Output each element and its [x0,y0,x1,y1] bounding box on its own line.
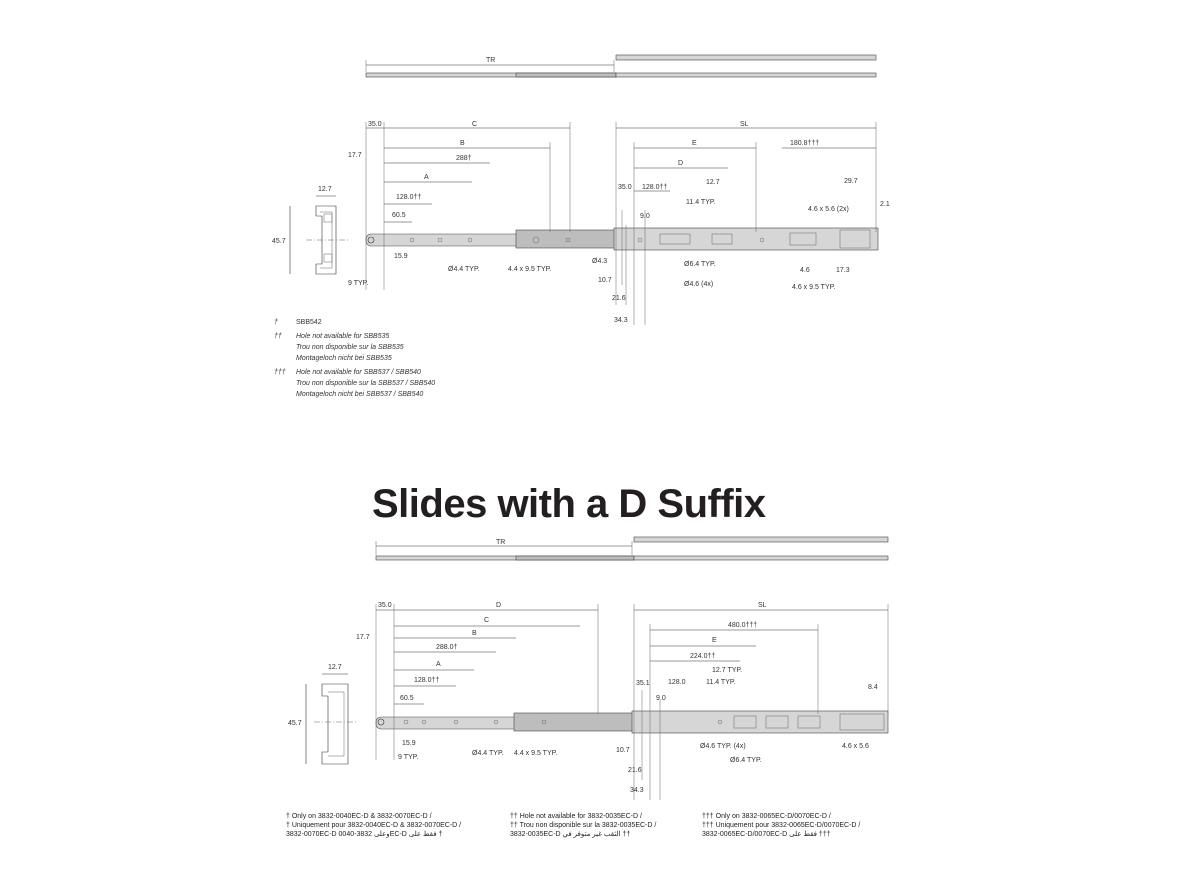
top-dim-c: C [472,121,478,128]
bottom-dim-45-7: 45.7 [288,720,302,727]
footnote-line: †† Hole not available for 3832-0035EC-D / [510,813,642,820]
note-line: Hole not available for SBB535 [296,333,390,340]
bottom-dim-12-7: 12.7 [328,664,342,671]
bottom-dim-11-4: 11.4 TYP. [706,679,736,686]
bottom-dim-224: 224.0†† [690,653,716,660]
note-line: Montageloch nicht bei SBB535 [296,355,392,362]
footnote-line: † Uniquement pour 3832-0040EC-D & 3832-0070EC-D / [286,822,462,829]
top-dim-17-3: 17.3 [836,267,850,274]
bottom-dim-d4-4: Ø4.4 TYP. [472,750,504,757]
footnote-line: 3832-0070EC-D وعلى 3832-0040EC-D فقط على † [286,831,443,838]
note-line: Hole not available for SBB537 / SBB540 [296,369,421,376]
top-dim-128: 128.0†† [642,184,668,191]
bottom-dim-tr: TR [496,539,506,546]
top-dim-d4-4: Ø4.4 TYP. [448,266,480,273]
bottom-dim-4-4x9-5: 4.4 x 9.5 TYP. [514,750,558,757]
top-dim-d4-3: Ø4.3 [592,258,608,265]
note-1 [274,317,435,328]
footnote-line: †† Trou non disponible sur la 3832-0035EC-D / [510,822,657,829]
bottom-dim-21-6: 21.6 [628,767,642,774]
bottom-dim-288: 288.0† [436,644,458,651]
top-dim-288: 288† [456,155,472,162]
top-dim-128b: 128.0†† [396,194,422,201]
bottom-dim-10-7: 10.7 [616,747,630,754]
bottom-dim-17-7: 17.7 [356,634,370,641]
bottom-dim-4-6x5-6: 4.6 x 5.6 [842,743,869,750]
top-dim-9typ: 9 TYP. [348,280,369,287]
top-dim-e: E [692,140,697,147]
bottom-profile-section [306,674,356,764]
top-dim-4-6x5-6: 4.6 x 5.6 (2x) [808,206,849,213]
bottom-dim-d: D [496,602,502,609]
top-dim-10-7: 10.7 [598,277,612,284]
top-notes [274,317,435,400]
top-dim-12-7b: 12.7 [706,179,720,186]
bottom-slide-side-view [376,711,888,733]
top-tr-rails [366,55,876,77]
top-dim-21-6: 21.6 [612,295,626,302]
note-symbol: † [274,319,278,326]
section-title: Slides with a D Suffix [372,482,766,526]
top-dim-29-7: 29.7 [844,178,858,185]
footnote-line: ††† Uniquement pour 3832-0065EC-D/0070EC-D / [702,822,861,829]
note-line: Montageloch nicht bei SBB537 / SBB540 [296,391,424,398]
bottom-dim-b: B [472,630,477,637]
footnote-3 [702,812,860,839]
top-dim-d: D [678,160,684,167]
footnote-1 [286,812,461,839]
bottom-dim-d4-6typ: Ø4.6 TYP. (4x) [700,743,746,750]
bottom-dim-60-5: 60.5 [400,695,414,702]
top-profile-section [290,196,348,274]
note-2 [274,331,435,364]
bottom-dim-c: C [484,617,490,624]
bottom-tr-rails [376,537,888,560]
top-dim-35: 35.0 [368,121,382,128]
top-dim-11-4: 11.4 TYP. [686,199,716,206]
bottom-dim-e: E [712,637,717,644]
top-dim-2-1: 2.1 [880,201,890,208]
top-dim-34-3: 34.3 [614,317,628,324]
bottom-dim-35: 35.0 [378,602,392,609]
note-symbol: †† [274,333,282,340]
top-dim-180-8: 180.8††† [790,140,820,147]
bottom-dim-480: 480.0††† [728,622,758,629]
bottom-dim-35-1: 35.1 [636,680,650,687]
top-dim-b: B [460,140,465,147]
top-dim-4-4x9-5: 4.4 x 9.5 TYP. [508,266,552,273]
bottom-dim-9-0: 9.0 [656,695,666,702]
note-3 [274,367,435,400]
footnote-line: ††† Only on 3832-0065EC-D/0070EC-D / [702,813,831,820]
bottom-dim-12-7typ: 12.7 TYP. [712,667,743,674]
bottom-dim-34-3: 34.3 [630,787,644,794]
top-dim-tr: TR [486,57,496,64]
footnote-line: 3832-0065EC-D/0070EC-D فقط على ††† [702,831,831,838]
top-dim-15-9: 15.9 [394,253,408,260]
top-dim-4-6: 4.6 [800,267,810,274]
top-dim-60-5: 60.5 [392,212,406,219]
bottom-dim-9typ: 9 TYP. [398,754,419,761]
top-dim-4-6x9-5: 4.6 x 9.5 TYP. [792,284,836,291]
bottom-dim-a: A [436,661,441,668]
top-dim-d4-6x4: Ø4.6 (4x) [684,281,714,288]
top-dim-9-0: 9.0 [640,213,650,220]
bottom-dim-d6-4: Ø6.4 TYP. [730,757,762,764]
footnote-line: † Only on 3832-0040EC-D & 3832-0070EC-D / [286,813,432,820]
note-line: Trou non disponible sur la SBB535 [296,344,404,351]
footnote-2 [510,812,656,839]
bottom-dim-15-9: 15.9 [402,740,416,747]
footnote-line: 3832-0035EC-D الثقب غير متوفر في †† [510,831,631,838]
top-dim-45-7: 45.7 [272,238,286,245]
top-dim-a: A [424,174,429,181]
bottom-dim-128b: 128.0†† [414,677,440,684]
note-line: SBB542 [296,319,322,326]
bottom-dim-8-4: 8.4 [868,684,878,691]
bottom-dim-sl: SL [758,602,767,609]
top-dim-d6-4: Ø6.4 TYP. [684,261,716,268]
top-dim-17-7: 17.7 [348,152,362,159]
top-dim-35b: 35.0 [618,184,632,191]
bottom-dim-128: 128.0 [668,679,686,686]
note-line: Trou non disponible sur la SBB537 / SBB540 [296,380,436,387]
note-symbol: ††† [274,369,286,376]
top-dim-sl: SL [740,121,749,128]
top-dim-12-7: 12.7 [318,186,332,193]
